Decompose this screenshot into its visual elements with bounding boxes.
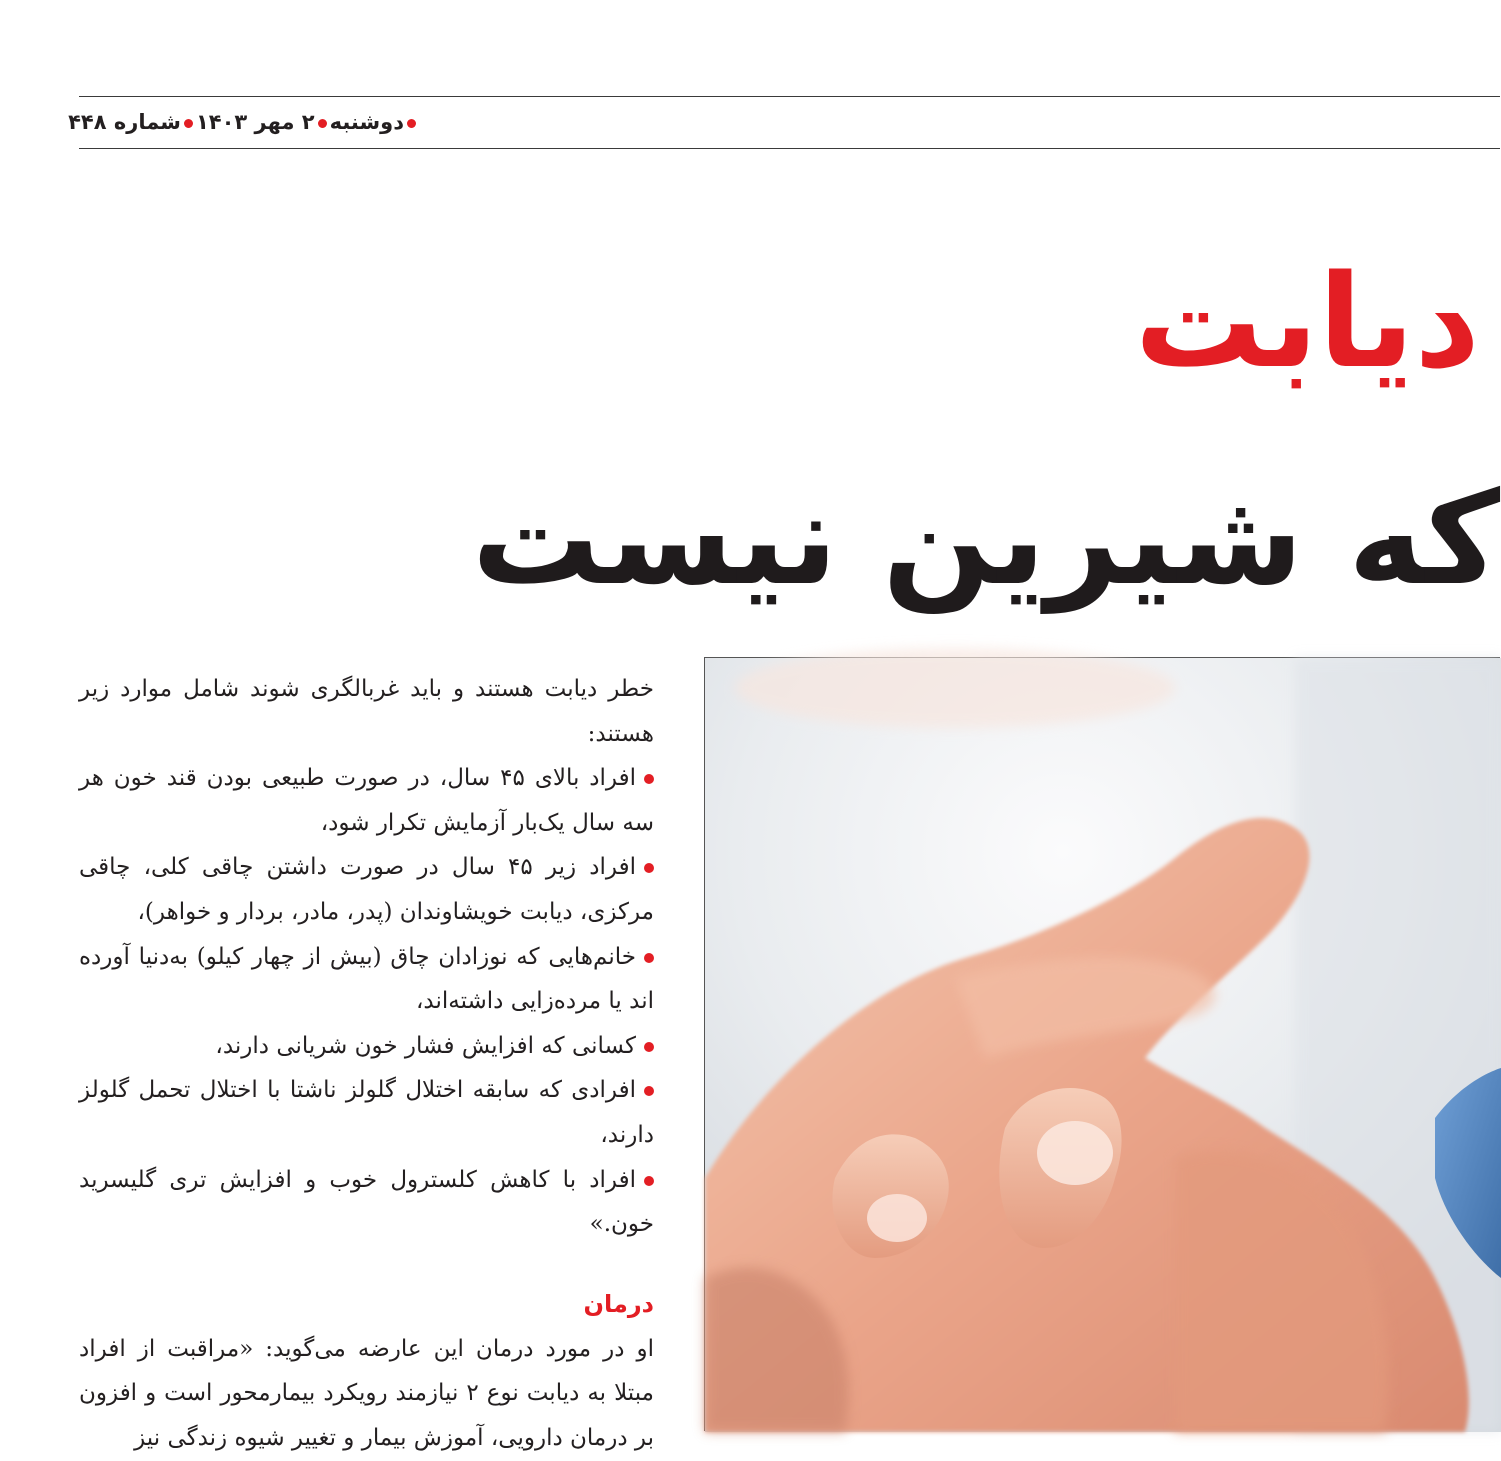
bullet-dot-icon bbox=[644, 863, 654, 873]
list-item: افراد بالای ۴۵ سال، در صورت طبیعی بودن قند خون هر سه سال یک‌بار آزمایش تکرار شود، bbox=[79, 765, 654, 836]
bullet-dot-icon bbox=[644, 1176, 654, 1186]
article-column bbox=[79, 667, 655, 1451]
list-item: کسانی که افزایش فشار خون شریانی دارند، bbox=[79, 1024, 654, 1069]
list-item: افراد با کاهش کلسترول خوب و افزایش تری گلیسرید خون.» bbox=[79, 1166, 654, 1238]
dateline-date: ۲ مهر ۱۴۰۳ bbox=[195, 110, 315, 134]
article-paragraph: او در مورد درمان این عارضه می‌گوید: «مراقبت از افراد مبتلا به دیابت نوع ۲ نیازمند رویکرد بیمارمحور است و افزون بر درمان دارویی، آموزش بیمار و تغییر شیوه زندگی نیز bbox=[79, 1335, 655, 1451]
header-bottom-rule bbox=[79, 148, 1500, 149]
headline-kicker: دیابت bbox=[1134, 248, 1480, 397]
headline-main: که شیرین نیست bbox=[471, 465, 1500, 614]
list-item: افراد زیر ۴۵ سال در صورت داشتن چاقی کلی، چاقی مرکزی، دیابت خویشاوندان (پدر، مادر، بردار و خواهر)، bbox=[79, 854, 654, 925]
dateline bbox=[68, 104, 419, 140]
bullet-dot-icon bbox=[318, 119, 327, 128]
article-photo bbox=[704, 657, 1500, 1431]
section-subhead: درمان bbox=[583, 1289, 654, 1318]
article-intro: خطر دیابت هستند و باید غربالگری شوند شامل موارد زیر هستند: bbox=[79, 676, 654, 747]
dateline-day: دوشنبه bbox=[329, 110, 404, 134]
hands-photo-illustration bbox=[705, 658, 1501, 1432]
bullet-dot-icon bbox=[644, 774, 654, 784]
bullet-dot-icon bbox=[644, 1042, 654, 1052]
bullet-dot-icon bbox=[184, 119, 193, 128]
bullet-dot-icon bbox=[407, 119, 416, 128]
bullet-dot-icon bbox=[644, 1086, 654, 1096]
header-top-rule bbox=[79, 96, 1500, 97]
headline-main-frame bbox=[471, 450, 1500, 630]
dateline-issue: شماره ۴۴۸ bbox=[68, 110, 181, 134]
bullet-dot-icon bbox=[644, 953, 654, 963]
list-item: خانم‌هایی که نوزادان چاق (بیش از چهار کیلو) به‌دنیا آورده اند یا مرده‌زایی داشته‌اند، bbox=[79, 943, 654, 1015]
list-item: افرادی که سابقه اختلال گلولز ناشتا با اختلال تحمل گلولز دارند، bbox=[79, 1077, 654, 1148]
